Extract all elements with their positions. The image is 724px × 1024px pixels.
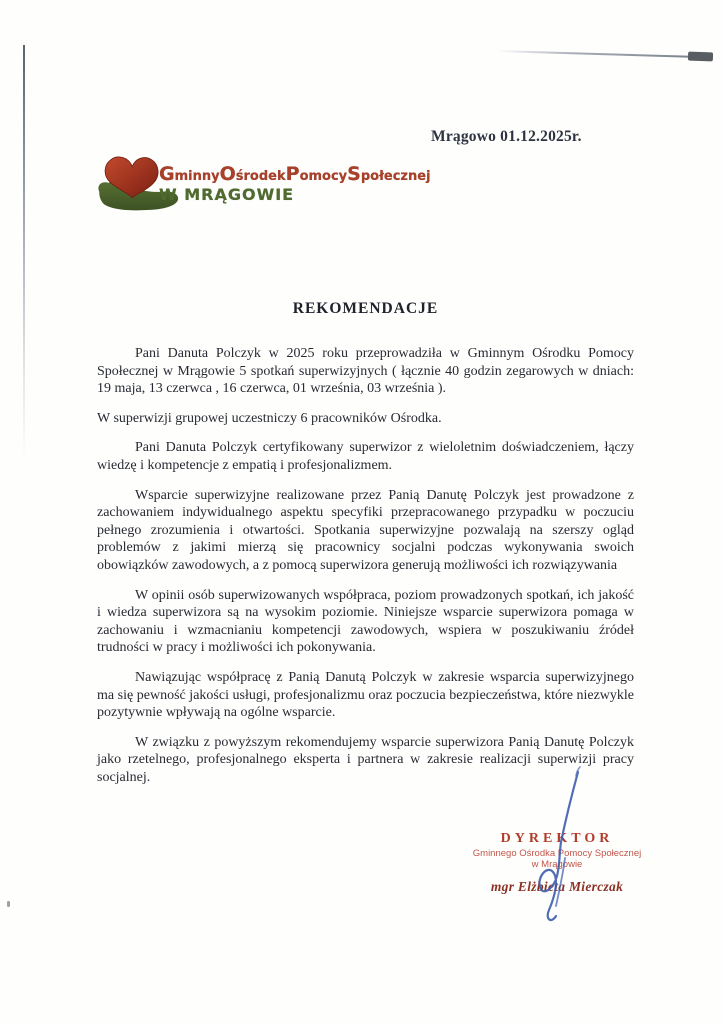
logo-word-cap: O bbox=[219, 163, 236, 185]
logo-word-rest: połecznej bbox=[360, 169, 431, 184]
scan-artifact-top-line bbox=[497, 50, 691, 57]
logo-word-rest: minny bbox=[174, 169, 220, 184]
logo-subtitle: W MRĄGOWIE bbox=[159, 185, 295, 204]
logo-word-rest: omocy bbox=[299, 169, 348, 184]
logo-word-cap: S bbox=[347, 163, 361, 185]
paragraph: Pani Danuta Polczyk w 2025 roku przeprowadziła w Gminnym Ośrodku Pomocy Społecznej w Mrągowie 5 spotkań superwizyjnych ( łącznie 40 godzin zegarowych w dniach: 19 maja, 13 czerwca , 16 czerwca, 01 września, 03 września ). bbox=[97, 346, 634, 397]
paragraph: W opinii osób superwizowanych współpraca, poziom prowadzonych spotkań, ich jakość i wiedza superwizora są na wysokim poziomie. Niniejsze wsparcie superwizora pomaga w zachowaniu i wzmacnianiu kompetencji zawodowych, wspiera w poszukiwaniu źródeł trudności w pracy i możliwości ich pokonywania. bbox=[97, 587, 634, 656]
logo-text bbox=[159, 164, 431, 204]
letter-body bbox=[97, 345, 634, 798]
stamp-org-line2: w Mrągowie bbox=[531, 859, 583, 870]
stamp-signer-name: mgr Elżbieta Mierczak bbox=[490, 879, 624, 894]
stamp-org-line1: Gminnego Ośrodka Pomocy Społecznej bbox=[472, 848, 642, 859]
paragraph: Pani Danuta Polczyk certyfikowany superwizor z wieloletnim doświadczeniem, łączy wiedzę i kompetencje z empatią i profesjonalizmem. bbox=[97, 440, 634, 473]
logo-word-rest: środek bbox=[235, 169, 286, 184]
date-line: Mrągowo 01.12.2025r. bbox=[431, 128, 582, 145]
scan-artifact-blob bbox=[688, 52, 713, 62]
paragraph: Nawiązując współpracę z Panią Danutą Polczyk w zakresie wsparcia superwizyjnego ma się pewność jakości usługi, profesjonalizmu oraz poczucia bezpieczeństwa, które niezwykle pozytywnie wpływają na ogólne wsparcie. bbox=[97, 669, 634, 721]
paragraph: W superwizji grupowej uczestniczy 6 pracowników Ośrodka. bbox=[97, 410, 442, 426]
paragraph: Wsparcie superwizyjne realizowane przez Panią Danutę Polczyk jest prowadzone z zachowaniem indywidualnego aspektu specyfiki przepracowanego przypadku w poczuciu pełnego zrozumienia i otwartości. Spotkania superwizyjne pozwalają na szerszy ogląd problemów z jakimi mierzą się pracownicy socjalni podczas wykonywania swoich obowiązków zawodowych, a z pomocą superwizora generują możliwości ich rozwiązywania bbox=[97, 487, 634, 573]
stamp-role: DYREKTOR bbox=[500, 831, 614, 846]
logo-word-cap: G bbox=[159, 163, 175, 185]
handwritten-signature-icon bbox=[498, 766, 638, 930]
document-title: REKOMENDACJE bbox=[292, 300, 439, 317]
paragraph: W związku z powyższym rekomendujemy wsparcie superwizora Panią Danutę Polczyk jako rzetelnego, profesjonalnego eksperta i partnera w zakresie realizacji superwizji pracy socjalnej. bbox=[97, 734, 634, 785]
organization-logo bbox=[95, 148, 431, 218]
scan-artifact-dot bbox=[7, 901, 10, 907]
scan-artifact-left-line bbox=[23, 45, 25, 460]
logo-word-cap: P bbox=[285, 163, 300, 185]
logo-name-line bbox=[159, 164, 431, 187]
